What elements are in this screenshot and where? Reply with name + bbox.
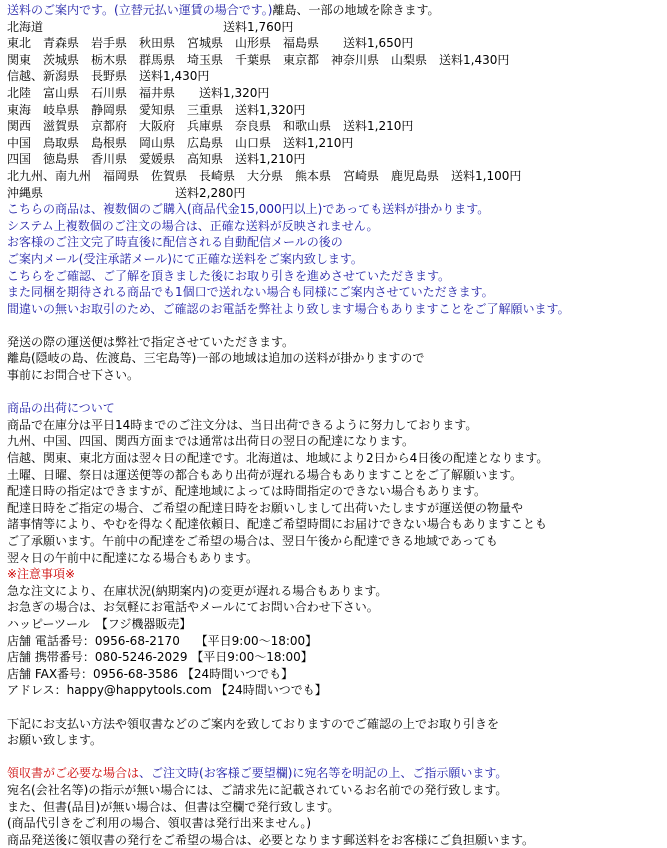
dispatch-line: 配達日時をご指定の場合、ご希望の配達日時をお願いしまして出荷いたしますが運送便の物量や [7, 500, 524, 515]
carrier-line: 事前にお問合せ下さい。 [7, 368, 140, 383]
carrier-line: 離島(隠岐の島、佐渡島、三宅島等)一部の地域は追加の送料が掛かりますので [7, 351, 425, 366]
receipt-heading-line [7, 765, 667, 782]
dispatch-line: 諸事情等により、やむを得なく配達依頼日、配達ご希望時間にお届けできない場合もありますことも [7, 517, 548, 532]
spacer [7, 317, 667, 334]
shipping-intro-exclusion: 離島、一部の地域を除きます。 [272, 3, 440, 17]
shipping-intro-line [7, 2, 667, 19]
receipt-line: また、但書(品目)が無い場合は、但書は空欄で発行致します。 [7, 799, 340, 814]
rate-row-okinawa: 沖縄県 送料2,280円 [7, 185, 246, 200]
spacer [7, 749, 667, 766]
receipt-heading-blue: 、ご注文時(お客様ご要望欄)に宛名等を明記の上、ご指示願います。 [139, 766, 508, 781]
dispatch-line: 配達日時の指定はできますが、配達地域によっては時間指定のできない場合もあります。 [7, 484, 487, 499]
rate-row-tokai: 東海 岐阜県 静岡県 愛知県 三重県 送料1,320円 [7, 102, 306, 117]
receipt-line: (商品代引きをご利用の場合、領収書は発行出来ません。) [7, 816, 312, 831]
spacer [7, 384, 667, 401]
dispatch-heading: 商品の出荷について [7, 401, 115, 416]
rate-row-shinetsu: 信越、新潟県 長野県 送料1,430円 [7, 69, 210, 84]
dispatch-line: 土曜、日曜、祭日は運送便等の都合もあり出荷が遅れる場合もありますことをご了解願います。 [7, 467, 523, 482]
carrier-line: 発送の際の運送便は弊社で指定させていただきます。 [7, 334, 295, 349]
contact-company: ハッピーツール 【フジ機器販売】 [7, 616, 192, 631]
receipt-line: 宛名(会社名等)の指示が無い場合には、ご請求先に記載されているお名前での発行致します。 [7, 782, 508, 797]
dispatch-line: ご了承願います。午前中の配達をご希望の場合は、翌日午後から配達できる地域であっても [7, 534, 498, 548]
receipt-heading-red: 領収書がご必要な場合は [7, 766, 140, 781]
dispatch-line: 信越、関東、東北方面は翌々日の配達です。北海道は、地域により2日から4日後の配達となります。 [7, 451, 549, 466]
contact-email: アドレス：happy@happytools.com 【24時間いつでも】 [7, 683, 327, 698]
rate-row-hokuriku: 北陸 富山県 石川県 福井県 送料1,320円 [7, 85, 270, 100]
rate-row-hokkaido: 北海道 送料1,760円 [7, 19, 294, 34]
dispatch-line: 九州、中国、四国、関西方面までは通常は出荷日の翌日の配達になります。 [7, 434, 415, 449]
payment-line: お願い致します。 [7, 733, 103, 748]
rate-row-kanto: 関東 茨城県 栃木県 群馬県 埼玉県 千葉県 東京都 神奈川県 山梨県 送料1,430円 [7, 52, 510, 67]
rate-row-chugoku: 中国 鳥取県 島根県 岡山県 広島県 山口県 送料1,210円 [7, 135, 354, 150]
caution-line: 急な注文により、在庫状況(納期案内)の変更が遅れる場合もあります。 [7, 583, 388, 598]
shipping-note: ご案内メール(受注承諾メール)にて正確な送料をご案内致します。 [7, 251, 363, 266]
caution-line: お急ぎの場合は、お気軽にお電話やメールにてお問い合わせ下さい。 [7, 600, 379, 615]
shipping-intro-notice: 送料のご案内です。(立替元払い運賃の場合です。) [7, 3, 273, 17]
contact-phone: 店舗 電話番号：0956-68-2170 【平日9:00～18:00】 [7, 633, 318, 648]
rate-row-kyushu: 北九州、南九州 福岡県 佐賀県 長崎県 大分県 熊本県 宮崎県 鹿児島県 送料1,100円 [7, 168, 522, 183]
shipping-note: 間違いの無いお取引のため、ご確認のお電話を弊社より致します場合もありますことをご了解願います。 [7, 301, 570, 316]
shipping-note: こちらの商品は、複数個のご購入(商品代金15,000円以上)であっても送料が掛かります。 [7, 202, 490, 217]
payment-line: 下記にお支払い方法や領収書などのご案内を致しておりますのでご確認の上でお取り引きを [7, 716, 500, 731]
receipt-line: 商品発送後に領収書の発行をご希望の場合は、必要となります郵送料をお客様にご負担願います。 [7, 832, 535, 847]
rate-row-kansai: 関西 滋賀県 京都府 大阪府 兵庫県 奈良県 和歌山県 送料1,210円 [7, 119, 414, 134]
dispatch-line: 商品で在庫分は平日14時までのご注文分は、当日出荷できるように努力しております。 [7, 417, 478, 432]
spacer [7, 699, 667, 716]
shipping-note: お客様のご注文完了時直後に配信される自動配信メールの後の [7, 235, 343, 250]
rate-row-shikoku: 四国 徳島県 香川県 愛媛県 高知県 送料1,210円 [7, 152, 306, 167]
shipping-note: また同梱を期待される商品でも1個口で送れない場合も同様にご案内させていただきます。 [7, 285, 494, 300]
shipping-note: こちらをご確認、ご了解を頂きました後にお取り引きを進めさせていただきます。 [7, 268, 451, 283]
contact-fax: 店舗 FAX番号：0956-68-3586 【24時間いつでも】 [7, 666, 294, 681]
rate-row-tohoku: 東北 青森県 岩手県 秋田県 宮城県 山形県 福島県 送料1,650円 [7, 36, 414, 51]
shipping-note: システム上複数個のご注文の場合は、正確な送料が反映されません。 [7, 218, 379, 233]
contact-mobile: 店舗 携帯番号：080-5246-2029 【平日9:00～18:00】 [7, 650, 313, 665]
dispatch-line: 翌々日の午前中に配達になる場合もあります。 [7, 550, 259, 565]
caution-heading: ※注意事項※ [7, 567, 76, 582]
